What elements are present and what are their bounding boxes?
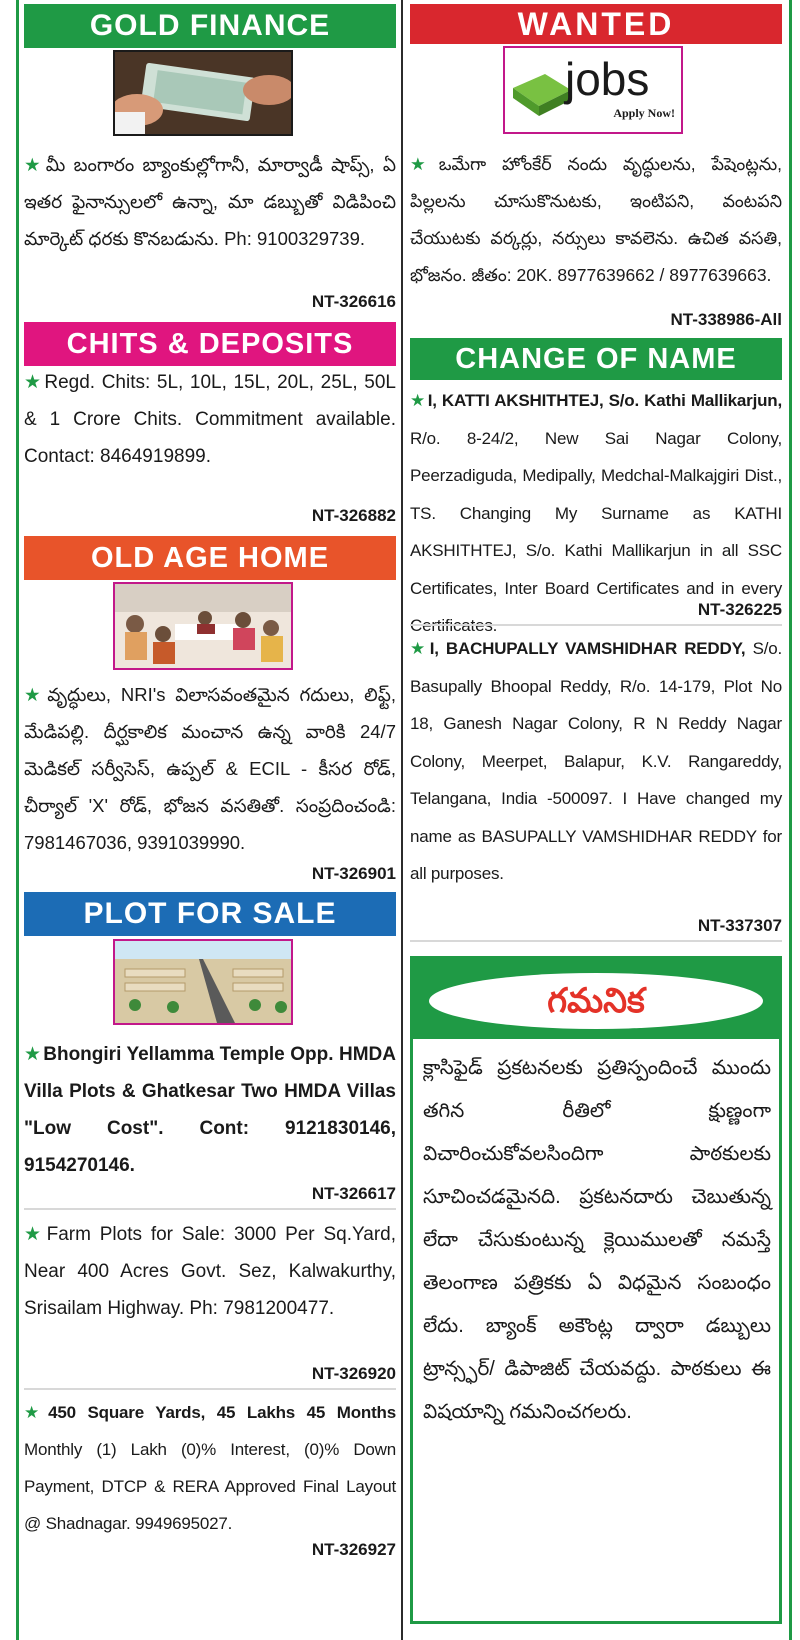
star-icon: ★ (410, 639, 428, 658)
money-handover-photo (113, 50, 293, 136)
notice-title: గమనిక (429, 973, 763, 1029)
name-change-ad-1-lead: I, KATTI AKSHITHTEJ, S/o. Kathi Mallikarjun, (427, 391, 782, 410)
wanted-ad (410, 146, 782, 294)
name-change-ad-2-lead: I, BACHUPALLY VAMSHIDHAR REDDY, (429, 639, 746, 658)
name-change-ad-1-text: R/o. 8-24/2, New Sai Nagar Colony, Peerzadiguda, Medipally, Medchal-Malkajgiri Dist., TS. Changing My Surname as KATHI AKSHITHTEJ, S/o. Kathi Mallikarjun in all SSC Certificates, Inter Board Certificates and in every (410, 428, 782, 598)
star-icon: ★ (24, 1403, 47, 1422)
plot-ad-2-code: NT-326920 (311, 1364, 396, 1383)
gold-finance-ad (24, 146, 396, 257)
jobs-logo-tagline: Apply Now! (613, 106, 675, 120)
plot-ad-3-text: Monthly (1) Lakh (0)% Interest, (0)% Down Payment, DTCP & RERA Approved Final Layout @ Shadnagar. 9949695027. (24, 1440, 396, 1533)
gold-finance-text: మీ బంగారం బ్యాంకుల్లోగానీ, మార్వాడీ షాప్స్, ఏ ఇతర ఫైనాన్సులలో ఉన్నా, మా డబ్బుతో విడిపించి మార్కెట్ ధరకు కొనబడును. Ph: 9100329739. (24, 154, 396, 249)
name-change-ad-1-code: NT-326225 (697, 600, 782, 619)
left-column (24, 0, 396, 1640)
left-border (16, 0, 19, 1640)
notice-banner (413, 959, 779, 1039)
chits-deposits-header: CHITS & DEPOSITS (24, 322, 396, 366)
star-icon: ★ (24, 1044, 42, 1065)
separator (24, 1208, 396, 1210)
plot-ad-3-lead: 450 Square Yards, 45 Lakhs 45 Months (48, 1403, 397, 1422)
separator (24, 1388, 396, 1390)
wanted-header: WANTED (410, 4, 782, 44)
plot-ad-3-code: NT-326927 (311, 1540, 396, 1559)
wanted-text: ఒమేగా హోంకేర్ నందు వృద్ధులను, పేషెంట్లను, పిల్లలను చూసుకొనుటకు, ఇంటిపని, వంటపని చేయుటకు వర్కర్లు, నర్సులు కావలెను. ఉచిత వసతి, భోజనం. జీతం: 20K. 8977639662 / 8977639663. (410, 154, 782, 285)
chits-ad (24, 364, 396, 475)
elderly-dining-illustration (115, 584, 291, 668)
right-border (789, 0, 792, 1640)
plot-layout-illustration (115, 941, 291, 1023)
plot-ad-2 (24, 1216, 396, 1327)
old-age-home-text: వృద్ధులు, NRI's విలాసవంతమైన గదులు, లిఫ్ట్, మేడిపల్లి. దీర్ఘకాలిక మంచాన ఉన్న వారికి 24/7 మెడికల్ సర్వీసెస్, ఉప్పల్ & ECIL - కీసర రోడ్, చీర్యాల్ 'X' రోడ్, భోజన వసతితో. సంప్రదించండి: 7981467036, 9391039990. (24, 684, 396, 853)
name-change-ad-2-text: S/o. Basupally Bhoopal Reddy, R/o. 14-179, Plot No 18, Ganesh Nagar Colony, R N Reddy Nagar Colony, Meerpet, Balapur, K.V. Rangareddy, Telangana, India -500097. I Have changed my name as BASUPALLY VAMSHIDHAR REDDY for all purposes. (410, 639, 783, 883)
name-change-ad-2 (410, 630, 782, 893)
star-icon: ★ (410, 154, 437, 174)
star-icon: ★ (410, 391, 426, 410)
old-age-home-ad (24, 676, 396, 861)
star-icon: ★ (24, 684, 46, 705)
plot-ad-1 (24, 1036, 396, 1184)
column-divider (401, 0, 403, 1640)
plot-ad-1-text: Bhongiri Yellamma Temple Opp. HMDA Villa Plots & Ghatkesar Two HMDA Villas "Low Cost". Cont: 9121830146, 9154270146. (24, 1044, 396, 1176)
separator (410, 940, 782, 942)
plot-for-sale-header: PLOT FOR SALE (24, 892, 396, 936)
name-change-ad-2-code: NT-337307 (697, 916, 782, 935)
plot-ad-1-code: NT-326617 (311, 1184, 396, 1203)
money-handover-illustration (115, 52, 291, 134)
old-age-home-header: OLD AGE HOME (24, 536, 396, 580)
elderly-dining-photo (113, 582, 293, 670)
notice-text: క్లాసిఫైడ్ ప్రకటనలకు ప్రతిస్పందించే ముందు తగిన రీతిలో క్షుణ్ణంగా విచారించుకోవలసిందిగా పాఠకులకు సూచించడమైనది. ప్రకటనదారు చెబుతున్న లేదా చేసుకుంటున్న క్లెయిములతో నమస్తే తెలంగాణ పత్రికకు ఏ విధమైన సంబంధం లేదు. బ్యాంక్ అకౌంట్ల ద్వారా డబ్బులు ట్రాన్స్ఫర్/ డిపాజిట్ చేయవద్దు. పాఠకులు ఈ విషయాన్ని గమనించగలరు. (423, 1057, 771, 1423)
plot-layout-photo (113, 939, 293, 1025)
notice-box (410, 956, 782, 1624)
star-icon: ★ (24, 372, 43, 393)
gold-finance-code: NT-326616 (311, 292, 396, 311)
right-column (410, 0, 782, 1640)
plot-ad-2-text: Farm Plots for Sale: 3000 Per Sq.Yard, Near 400 Acres Govt. Sez, Kalwakurthy, Srisailam Highway. Ph: 7981200477. (24, 1224, 396, 1319)
jobs-logo-word: jobs (565, 53, 650, 105)
chits-text: Regd. Chits: 5L, 10L, 15L, 20L, 25L, 50L & 1 Crore Chits. Commitment available. Contact: 8464919899. (24, 372, 396, 467)
plot-ad-3 (24, 1394, 396, 1542)
jobs-logo (503, 46, 683, 134)
chits-code: NT-326882 (311, 506, 396, 525)
star-icon: ★ (24, 1224, 45, 1245)
separator (410, 624, 782, 626)
gold-finance-header: GOLD FINANCE (24, 4, 396, 48)
star-icon: ★ (24, 154, 44, 175)
old-age-home-code: NT-326901 (311, 864, 396, 883)
wanted-code: NT-338986-All (670, 310, 782, 329)
change-of-name-header: CHANGE OF NAME (410, 338, 782, 380)
